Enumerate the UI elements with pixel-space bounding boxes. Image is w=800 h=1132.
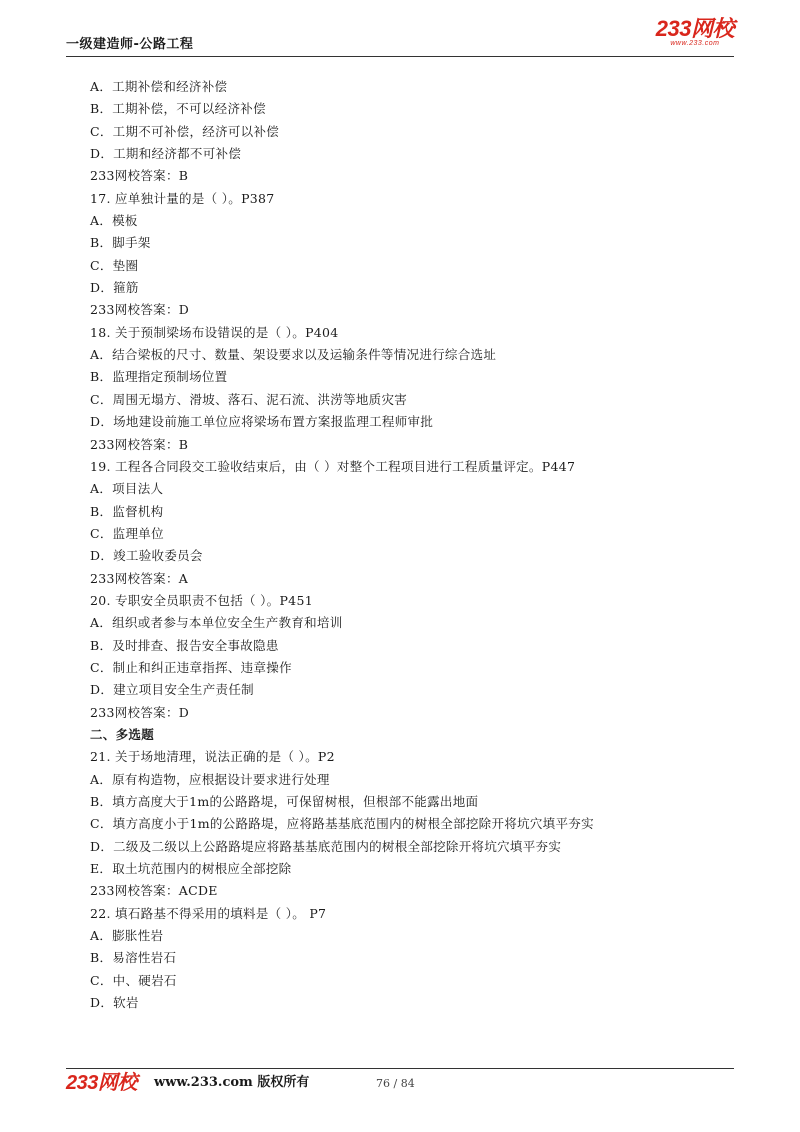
brand-logo [656,18,734,48]
option-line: D．场地建设前施工单位应将梁场布置方案报监理工程师审批 [90,414,434,430]
question-line: 18. 关于预制梁场布设错误的是（ ）。P404 [90,324,339,340]
question-line: 21. 关于场地清理，说法正确的是（ ）。P2 [90,749,335,765]
option-line: A．模板 [90,213,138,229]
option-line: A．结合梁板的尺寸、数量、架设要求以及运输条件等情况进行综合选址 [90,347,497,363]
option-line: C．垫圈 [90,257,139,273]
logo-text: 233网校 [655,16,734,41]
option-line: C．周围无塌方、滑坡、落石、泥石流、洪涝等地质灾害 [90,391,408,407]
option-line: D．软岩 [90,995,139,1011]
option-line: B．监督机构 [90,503,164,519]
question-list [90,76,740,1014]
question-line: 19. 工程各合同段交工验收结束后，由（ ）对整个工程项目进行工程质量评定。P447 [90,458,576,474]
section-heading: 二、多选题 [90,726,155,742]
logo-url: www.233.com [670,40,720,47]
option-line: B．监理指定预制场位置 [90,369,228,385]
document-title: 一级建造师-公路工程 [66,37,194,52]
page-number: 76 / 84 [376,1077,415,1090]
answer-line: 233网校答案：B [90,436,189,452]
option-line: A．膨胀性岩 [90,928,164,944]
option-line: B．工期补偿，不可以经济补偿 [90,101,266,117]
footer-logo: 233网校 [66,1072,137,1094]
answer-line: 233网校答案：ACDE [90,883,218,899]
copyright-text: www.233.com 版权所有 [154,1075,310,1090]
page-footer [66,1072,734,1094]
answer-line: 233网校答案：D [90,302,190,318]
option-line: A．工期补偿和经济补偿 [90,79,228,94]
option-line: B．脚手架 [90,235,151,251]
footer-divider [66,1068,734,1069]
answer-line: 233网校答案：B [90,168,189,184]
option-line: C．工期不可补偿，经济可以补偿 [90,123,280,139]
option-line: B．填方高度大于1m的公路路堤，可保留树根，但根部不能露出地面 [90,794,479,809]
option-line: B．及时排查、报告安全事故隐患 [90,637,279,653]
option-line: A．项目法人 [90,481,164,497]
question-line: 22. 填石路基不得采用的填料是（ ）。 P7 [90,905,327,921]
option-line: B．易溶性岩石 [90,950,177,966]
option-line: D．工期和经济都不可补偿 [90,146,242,162]
page-header [66,18,734,54]
option-line: A．原有构造物，应根据设计要求进行处理 [90,771,330,787]
option-line: C．中、硬岩石 [90,972,177,988]
option-line: C．填方高度小于1m的公路路堤，应将路基基底范围内的树根全部挖除开将坑穴填平夯实 [90,816,594,832]
question-line: 20. 专职安全员职责不包括（ ）。P451 [90,592,313,608]
option-line: D．二级及二级以上公路路堤应将路基基底范围内的树根全部挖除开将坑穴填平夯实 [90,838,562,854]
option-line: C．监理单位 [90,525,164,541]
option-line: E．取土坑范围内的树根应全部挖除 [90,861,292,877]
answer-line: 233网校答案：D [90,704,190,720]
answer-line: 233网校答案：A [90,570,189,586]
option-line: D．建立项目安全生产责任制 [90,682,254,698]
option-line: C．制止和纠正违章指挥、违章操作 [90,659,292,675]
option-line: A．组织或者参与本单位安全生产教育和培训 [90,615,343,631]
option-line: D．箍筋 [90,280,139,296]
header-divider [66,56,734,57]
question-line: 17. 应单独计量的是（ ）。P387 [90,190,275,206]
option-line: D．竣工验收委员会 [90,548,203,564]
